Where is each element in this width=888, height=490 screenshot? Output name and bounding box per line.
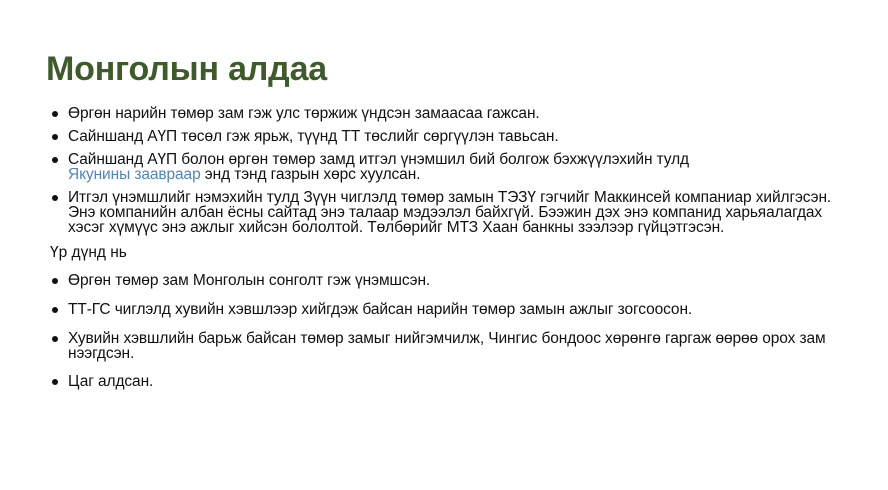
bullet-icon	[52, 336, 58, 342]
bullet-icon	[52, 157, 58, 163]
bullet-text: Өргөн нарийн төмөр зам гэж улс төржиж үндсэн замаасаа гажсан.	[68, 105, 540, 122]
list-item	[46, 331, 860, 361]
bullet-text: ТТ-ГС чиглэлд хувийн хэвшлээр хийгдэж байсан нарийн төмөр замын ажлыг зогсоосон.	[68, 301, 693, 318]
bullet-text: Сайншанд АҮП болон өргөн төмөр замд итгэл үнэмшил бий болгож бэхжүүлэхийн тулд	[68, 151, 690, 168]
list-item	[46, 374, 860, 389]
bullet-text: Цаг алдсан.	[68, 373, 154, 390]
bullet-icon	[52, 307, 58, 313]
bullet-text: Хувийн хэвшлийн барьж байсан төмөр замыг нийгэмчилж, Чингис бондоос хөрөнгө гаргаж өөрөө орох зам нээгдсэн.	[68, 330, 826, 362]
bullet-icon	[52, 379, 58, 385]
bullet-text: Өргөн төмөр зам Монголын сонголт гэж үнэмшсэн.	[68, 272, 431, 289]
list-item	[46, 152, 860, 182]
bullet-text: Сайншанд АҮП төсөл гэж ярьж, түүнд ТТ төслийг сөргүүлэн тавьсан.	[68, 128, 559, 145]
list-item	[46, 190, 860, 235]
bullet-text-continued: энд тэнд газрын хөрс хуулсан.	[200, 166, 421, 183]
list-item	[46, 106, 860, 121]
section-label-result: Үр дүнд нь	[50, 244, 127, 261]
bullet-icon	[52, 111, 58, 117]
list-item	[46, 302, 860, 317]
bullet-icon	[52, 134, 58, 140]
slide-title: Монголын алдаа	[46, 50, 327, 88]
bullet-icon	[52, 195, 58, 201]
bullet-list-bottom	[46, 273, 860, 389]
list-item	[46, 129, 860, 144]
yakunin-instructions-link[interactable]: Якунины зааврааp	[68, 166, 201, 183]
list-item	[46, 273, 860, 288]
bullet-list-top	[46, 106, 860, 235]
bullet-icon	[52, 278, 58, 284]
bullet-text: Итгэл үнэмшлийг нэмэхийн тулд Зүүн чиглэлд төмөр замын ТЭЗҮ гэгчийг Маккинсей компаниар хийлгэсэн. Энэ компанийн албан ёсны сайтад энэ талаар мэдээлэл байхгүй. Бээжин дэх энэ компанид харьяалагдах хэсэг хүмүүс энэ ажлыг хийсэн бололтой. Төлбөрийг МТЗ Хаан банкны зээлээр гүйцэтгэсэн.	[68, 189, 832, 236]
